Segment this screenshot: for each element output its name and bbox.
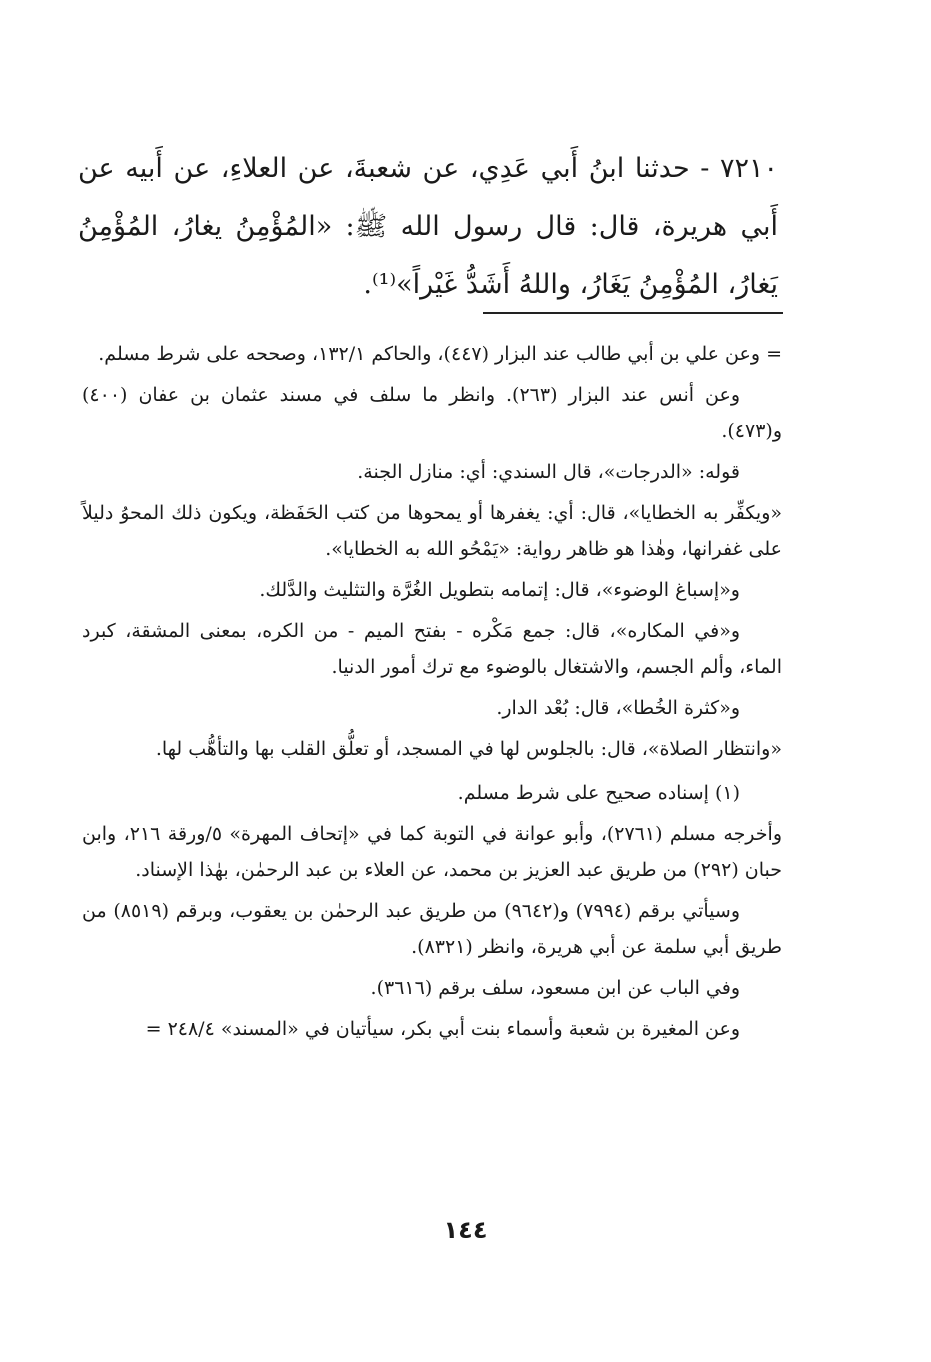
note-paragraph: و«في المكاره»، قال: جمع مَكْره - بفتح الميم - من الكره، بمعنى المشقة، كبرد الماء، وألم الجسم، والاشتغال بالوضوء مع ترك أمور الدنيا. [82,620,782,678]
note-paragraph: و«إسباغ الوضوء»، قال: إتمامه بتطويل الغُرَّة والتثليث والدَّلك. [259,579,740,601]
footnote-1: (١) إسناده صحيح على شرط مسلم. [457,782,740,804]
page-number: ١٤٤ [443,1216,488,1244]
hadith-text [78,140,778,314]
note-paragraph: قوله: «الدرجات»، قال السندي: أي: منازل الجنة. [357,461,740,483]
note-paragraph: وعن المغيرة بن شعبة وأسماء بنت أبي بكر، سيأتيان في «المسند» ٢٤٨/٤ = [145,1018,740,1040]
note-continuation: = وعن علي بن أبي طالب عند البزار (٤٤٧)، والحاكم ١٣٢/١، وصححه على شرط مسلم. [98,343,782,365]
note-paragraph: وعن أنس عند البزار (٢٦٣). وانظر ما سلف في مسند عثمان بن عفان (٤٠٠) و(٤٧٣). [82,384,782,442]
note-paragraph: «ويكفِّر به الخطايا»، قال: أي: يغفرها أو يمحوها من كتب الحَفَظة، ويكون ذلك المحوُ دليلاً على غفرانها، وهٰذا هو ظاهر رواية: «يَمْحُو الله به الخطايا». [82,502,782,560]
note-paragraph: وأخرجه مسلم (٢٧٦١)، وأبو عوانة في التوبة كما في «إتحاف المهرة» ٥/ورقة ٢١٦، وابن حبان (٢٩٢) من طريق عبد العزيز بن محمد، عن العلاء بن عبد الرحمٰن، بهٰذا الإسناد. [82,823,782,881]
note-paragraph: وسيأتي برقم (٧٩٩٤) و(٩٦٤٢) من طريق عبد الرحمٰن بن يعقوب، وبرقم (٨٥١٩) من طريق أبي سلمة عن أبي هريرة، وانظر (٨٣٢١). [82,900,782,958]
footnotes [82,336,782,1052]
note-paragraph: و«كثرة الخُطا»، قال: بُعْد الدار. [496,697,740,719]
footnote-divider [483,312,783,314]
hadith-paragraph: ٧٢١٠ - حدثنا ابنُ أَبي عَدِي، عن شعبةَ، عن العلاءِ، عن أَبيه عن أَبي هريرة، قال: قال رسول الله ﷺ: «المُؤْمِنُ يغارُ، المُؤْمِنُ يَغارُ، المُؤْمِنُ يَغَارُ، واللهُ أَشَدُّ غَيْراً»⁽¹⁾. [78,153,778,300]
note-paragraph: وفي الباب عن ابن مسعود، سلف برقم (٣٦١٦). [370,977,740,999]
note-paragraph: «وانتظار الصلاة»، قال: بالجلوس لها في المسجد، أو تعلُّق القلب بها والتأهُّب لها. [155,738,782,760]
